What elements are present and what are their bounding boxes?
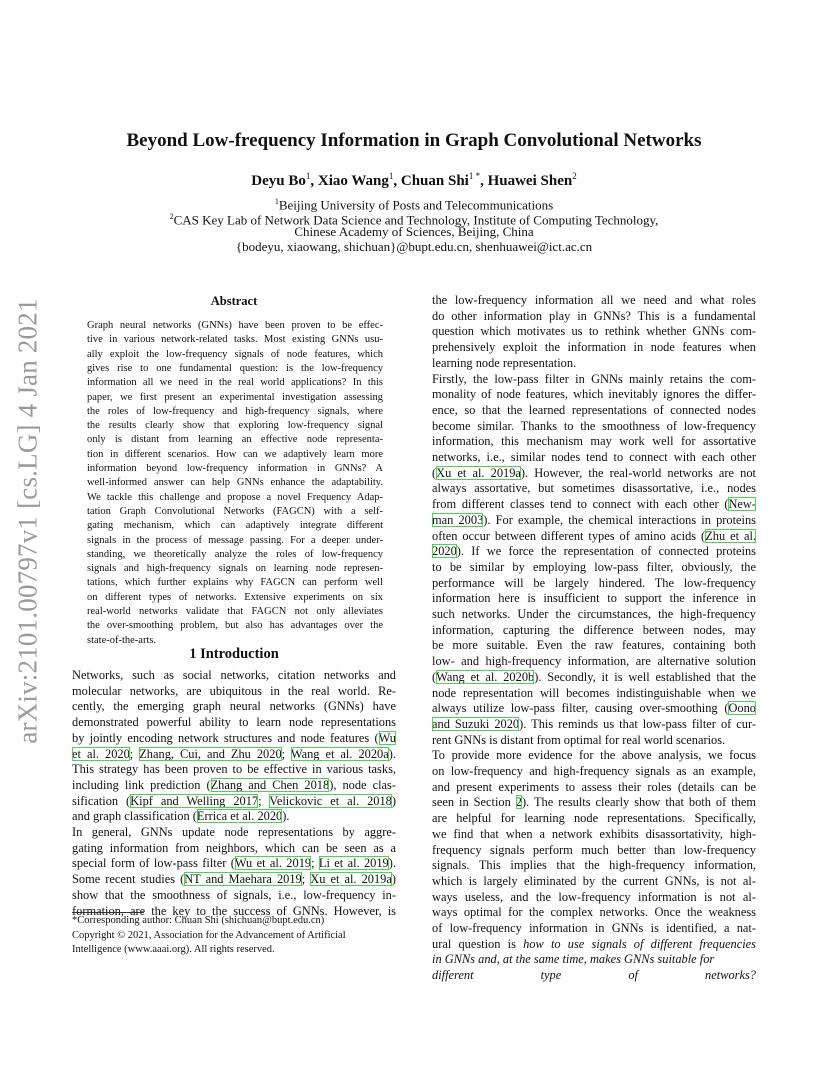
author-name: Xiao Wang bbox=[317, 173, 389, 189]
text-run: on low-frequency and high-frequency signals as an example, bbox=[432, 764, 756, 778]
text-run: performance will be largely hindered. The low-frequency bbox=[432, 575, 756, 590]
text-line bbox=[432, 387, 756, 403]
text-run: ) bbox=[391, 872, 396, 887]
text-line bbox=[432, 952, 756, 968]
abstract-line: paper, we first present an experimental investigation assessing bbox=[87, 391, 383, 403]
text-run: prehensively exploit the information in node features when bbox=[432, 340, 756, 355]
text-line bbox=[432, 811, 756, 827]
text-line bbox=[72, 668, 396, 684]
text-run: formation, are the key to the success of GNNs. However, is bbox=[72, 903, 396, 918]
citation-link[interactable]: Xu et al. 2019a bbox=[310, 872, 392, 887]
text-line bbox=[432, 529, 756, 545]
author-name: Deyu Bo bbox=[251, 173, 306, 189]
abstract-line: well-informed answer can help GNNs enhance the adaptability. bbox=[87, 477, 383, 489]
abstract-line: gating mechanism, which can adaptively integrate different bbox=[87, 520, 383, 532]
text-line bbox=[432, 356, 756, 372]
text-run: seen in Section bbox=[432, 795, 516, 810]
text-line bbox=[432, 905, 756, 921]
text-line bbox=[432, 795, 756, 811]
text-line bbox=[432, 576, 756, 592]
abstract-line: tation Graph Convolutional Networks (FAGCN) with a self- bbox=[87, 505, 383, 517]
affiliation-text: Beijing University of Posts and Telecommunications bbox=[278, 197, 554, 213]
text-run: always assortative, but sometimes disassortative, i.e., nodes bbox=[432, 481, 756, 496]
text-run: ; bbox=[281, 746, 291, 761]
text-line bbox=[432, 717, 756, 733]
italic-text: in GNNs and, at the same time, makes GNNs suitable for bbox=[432, 952, 715, 967]
abstract-line: the results clearly show that exploring low-frequency signal bbox=[87, 420, 383, 432]
paper-title: Beyond Low-frequency Information in Graph Convolutional Networks bbox=[126, 130, 702, 151]
text-line bbox=[72, 841, 396, 857]
text-run: networks, i.e., similar nodes tend to connect with each other bbox=[432, 450, 756, 464]
text-run: ; bbox=[129, 746, 140, 761]
footnote-line: Copyright © 2021, Association for the Advancement of Artificial bbox=[72, 929, 346, 941]
text-line bbox=[432, 968, 756, 984]
text-run: information, capturing the difference between nodes, may bbox=[432, 622, 756, 637]
abstract-line: ally exploit the low-frequency signals of node features, which bbox=[87, 348, 383, 360]
text-line bbox=[432, 937, 756, 953]
citation-link[interactable]: et al. 2020 bbox=[72, 746, 130, 761]
abstract-line: information beyond low-frequency information in GNNs? A bbox=[87, 463, 383, 474]
citation-link[interactable]: NT and Maehara 2019 bbox=[184, 872, 302, 887]
affiliation-text: CAS Key Lab of Network Data Science and Technology, Institute of Computing Technology, bbox=[173, 212, 659, 228]
text-run: In general, GNNs update node representations by aggre- bbox=[72, 825, 396, 839]
abstract-line: tive in various network-related tasks. Most existing GNNs usu- bbox=[87, 334, 383, 346]
author-affiliation-mark: 1 bbox=[388, 171, 394, 181]
text-line bbox=[432, 434, 756, 450]
text-line bbox=[432, 591, 756, 607]
text-run: node representation will becomes indistinguishable when we bbox=[432, 685, 756, 700]
text-run: ) bbox=[391, 793, 397, 808]
author-name: Huawei Shen bbox=[487, 173, 573, 189]
abstract-line: information all we need in the real world applications? In this bbox=[87, 377, 383, 389]
text-run: by jointly encoding network structures and node features ( bbox=[72, 730, 379, 745]
text-run: This strategy has been proven to be effective in various tasks, bbox=[72, 762, 396, 777]
citation-link[interactable]: 2 bbox=[515, 795, 522, 810]
text-line bbox=[432, 309, 756, 325]
text-run: frequency signals perform much better than low-frequency bbox=[432, 842, 756, 857]
text-run: often occur between different types of amino acids ( bbox=[432, 528, 706, 543]
text-line bbox=[432, 607, 756, 623]
abstract-heading: Abstract bbox=[210, 294, 258, 308]
text-line bbox=[432, 921, 756, 937]
abstract-line: real-world networks validate that FAGCN not only alleviates bbox=[87, 606, 383, 617]
text-run: the low-frequency information all we need and what roles bbox=[432, 293, 756, 307]
italic-text: how to use signals of different frequencies bbox=[523, 936, 757, 951]
text-run: ). Secondly, it is well established that the bbox=[534, 669, 756, 684]
text-line bbox=[72, 684, 396, 700]
citation-link[interactable]: Oono bbox=[728, 701, 756, 716]
text-line bbox=[432, 481, 756, 497]
text-line bbox=[432, 843, 756, 859]
introduction-heading: 1 Introduction bbox=[189, 646, 279, 662]
abstract-line: gives rise to one fundamental question: is the low-frequency bbox=[87, 362, 383, 374]
text-line bbox=[432, 654, 756, 670]
text-run: ; bbox=[258, 793, 270, 808]
text-line bbox=[432, 340, 756, 356]
author-affiliation-mark: 1 bbox=[305, 171, 311, 181]
text-line bbox=[432, 701, 756, 717]
text-run: of low-frequency information in GNNs is identified, a nat- bbox=[432, 921, 756, 935]
text-run: learning node representation. bbox=[432, 355, 577, 370]
footnote-line: Intelligence (www.aaai.org). All rights reserved. bbox=[72, 944, 275, 955]
text-run: ). However, the real-world networks are not bbox=[520, 465, 757, 480]
text-line bbox=[432, 497, 756, 513]
text-line bbox=[432, 623, 756, 639]
text-run: ). bbox=[282, 809, 290, 824]
text-line bbox=[72, 809, 396, 825]
text-run: ). The results clearly show that both of them bbox=[521, 795, 756, 810]
citation-link[interactable]: and Suzuki 2020 bbox=[432, 716, 520, 731]
text-run: and graph classification ( bbox=[72, 809, 197, 824]
text-run: ; bbox=[301, 872, 311, 887]
author-name: Chuan Shi bbox=[400, 173, 469, 189]
text-line bbox=[72, 731, 396, 747]
text-run: from different classes tend to connect with each other ( bbox=[432, 497, 729, 512]
text-run: molecular networks, are ubiquitous in the real world. Re- bbox=[72, 683, 396, 698]
citation-link[interactable]: Errica et al. 2020 bbox=[196, 809, 283, 824]
text-line bbox=[432, 466, 756, 482]
text-run: rent GNNs is distant from optimal for real world scenarios. bbox=[432, 732, 726, 747]
text-line bbox=[432, 874, 756, 890]
text-run: ), node clas- bbox=[329, 777, 396, 792]
author-list: Deyu Bo$^1$, Xiao Wang$^1$, Chuan Shi$^{1 *}$, Huawei Shen$^2$ bbox=[251, 171, 577, 189]
affiliation-line bbox=[0, 224, 828, 239]
text-run: ). bbox=[388, 856, 396, 871]
abstract-line: only is distant from learning an effective node representa- bbox=[87, 434, 383, 446]
text-run: sification ( bbox=[72, 793, 131, 808]
citation-link[interactable]: Velickovic et al. 2018 bbox=[269, 793, 392, 808]
citation-link[interactable]: man 2003 bbox=[432, 512, 484, 527]
text-run: ). This reminds us that low-pass filter of cur- bbox=[519, 716, 756, 731]
text-run: be more suitable. Even the raw features, containing both bbox=[432, 638, 756, 653]
abstract-line: Graph neural networks (GNNs) have been proven to be effec- bbox=[87, 320, 383, 331]
text-line bbox=[432, 450, 756, 466]
italic-text: different type of networks? bbox=[432, 968, 756, 983]
text-line bbox=[432, 748, 756, 764]
citation-link[interactable]: Wang et al. 2020b bbox=[436, 669, 535, 684]
text-line bbox=[432, 293, 756, 309]
abstract-line: We tackle this challenge and propose a novel Frequency Adap- bbox=[87, 491, 383, 503]
citation-link[interactable]: Xu et al. 2019a bbox=[436, 465, 521, 480]
text-run: monality of node features, which inevitably ignores the differ- bbox=[432, 387, 756, 402]
text-line bbox=[432, 419, 756, 435]
text-line bbox=[432, 733, 756, 749]
text-line bbox=[432, 890, 756, 906]
citation-link[interactable]: Wang et al. 2020a bbox=[290, 746, 389, 761]
affiliation-mark: 1 bbox=[274, 197, 279, 206]
text-run: ( bbox=[432, 669, 437, 684]
arxiv-identifier-text: arXiv:2101.00797v1 [cs.LG] 4 Jan 2021 bbox=[12, 298, 43, 744]
citation-link[interactable]: Kipf and Welling 2017 bbox=[130, 793, 259, 808]
citation-link[interactable]: 2020 bbox=[432, 544, 457, 559]
text-run: become similar. Thanks to the smoothness of low-frequency bbox=[432, 418, 756, 433]
abstract-line: standing, we theoretically analyze the roles of low-frequency bbox=[87, 548, 383, 560]
text-line bbox=[72, 888, 396, 904]
text-run: To provide more evidence for the above analysis, we focus bbox=[432, 748, 756, 763]
abstract-line: signals and high-frequency signals on learning node represen- bbox=[87, 563, 383, 575]
text-run: low- and high-frequency information, are alternative solution bbox=[432, 654, 756, 669]
text-line bbox=[432, 686, 756, 702]
affiliation-text: {bodeyu, xiaowang, shichuan}@bupt.edu.cn, shenhuawei@ict.ac.cn bbox=[235, 239, 593, 254]
text-run: ways useless, and the low-frequency information is not al- bbox=[432, 889, 756, 904]
text-run: ways optimal for the complex networks. Once the weakness bbox=[432, 905, 756, 920]
citation-link[interactable]: Zhang and Chen 2018 bbox=[210, 777, 330, 792]
footnote-line: *Corresponding author: Chuan Shi (shichuan@bupt.edu.cn) bbox=[72, 915, 325, 926]
text-run: such networks. Under the circumstances, the high-frequency bbox=[432, 607, 756, 621]
text-line bbox=[72, 699, 396, 715]
text-run: information, this mechanism may work well for assortative bbox=[432, 434, 756, 449]
text-run: to be similar by employing low-pass filter, obviously, the bbox=[432, 559, 756, 574]
text-run: ). For example, the chemical interactions in proteins bbox=[483, 512, 756, 527]
abstract-line: on different types of networks. Extensive experiments on six bbox=[87, 591, 383, 603]
text-run: ). If we force the representation of connected proteins bbox=[456, 544, 756, 559]
affiliation-text: Chinese Academy of Sciences, Beijing, China bbox=[294, 224, 534, 239]
text-run: do other information play in GNNs? This is a fundamental bbox=[432, 308, 756, 323]
abstract-line: signals in the process of message passing. For a deeper under- bbox=[87, 534, 383, 546]
text-run: Networks, such as social networks, citation networks and bbox=[72, 668, 396, 682]
text-line bbox=[72, 872, 396, 888]
text-run: show that the smoothness of signals, i.e., low-frequency in- bbox=[72, 887, 396, 902]
text-run: ). bbox=[388, 746, 396, 761]
text-run: Firstly, the low-pass filter in GNNs mainly retains the com- bbox=[432, 371, 756, 386]
text-run: and present experiments to assess their roles (details can be bbox=[432, 779, 756, 794]
footnote-divider bbox=[72, 912, 144, 913]
citation-link[interactable]: Zhang, Cui, and Zhu 2020 bbox=[139, 746, 282, 761]
arxiv-identifier-stamp bbox=[4, 296, 52, 746]
text-line bbox=[432, 858, 756, 874]
text-line bbox=[72, 825, 396, 841]
text-run: ; bbox=[311, 856, 319, 871]
text-run: which is largely eliminated by the current GNNs, is not al- bbox=[432, 873, 756, 888]
text-run: special form of low-pass filter ( bbox=[72, 856, 235, 871]
text-line bbox=[432, 513, 756, 529]
text-run: question which motivates us to rethink whether GNNs com- bbox=[432, 324, 756, 339]
text-line bbox=[432, 780, 756, 796]
text-run: we find that when a network exhibits disassortativity, high- bbox=[432, 826, 756, 841]
text-run: information here is insufficient to support the inference in bbox=[432, 591, 756, 606]
text-line bbox=[72, 762, 396, 778]
author-affiliation-mark: 1 * bbox=[468, 171, 481, 181]
text-run: ural question is bbox=[432, 936, 524, 951]
text-run: ence, so that the learned representations of connected nodes bbox=[432, 402, 756, 417]
text-run: including link prediction ( bbox=[72, 777, 211, 792]
text-run: cently, the emerging graph neural networks (GNNs) have bbox=[72, 699, 396, 714]
text-line bbox=[72, 747, 396, 763]
citation-link[interactable]: Li et al. 2019 bbox=[318, 856, 389, 871]
abstract-line: the roles of low-frequency and high-frequency signals, where bbox=[87, 405, 383, 417]
affiliation-mark: 2 bbox=[169, 212, 174, 221]
abstract-line: tion in different scenarios. How can we adaptively learn more bbox=[87, 448, 383, 460]
citation-link[interactable]: New- bbox=[728, 497, 756, 512]
text-line bbox=[432, 764, 756, 780]
citation-link[interactable]: Wu bbox=[378, 730, 396, 745]
text-line bbox=[72, 715, 396, 731]
text-run: always utilize low-pass filter, causing over-smoothing ( bbox=[432, 701, 729, 716]
text-line bbox=[432, 544, 756, 560]
citation-link[interactable]: Zhu et al. bbox=[705, 528, 756, 543]
text-line bbox=[432, 372, 756, 388]
text-line bbox=[432, 638, 756, 654]
text-run: gating information from neighbors, which can be seen as a bbox=[72, 840, 396, 855]
abstract-line: the over-smoothing problem, but also has advantages over the bbox=[87, 620, 383, 632]
abstract-line: tations, which further explains why FAGCN can perform well bbox=[87, 577, 383, 589]
text-run: are helpful for learning node representations. Specifically, bbox=[432, 811, 756, 826]
text-line bbox=[432, 560, 756, 576]
author-affiliation-mark: 2 bbox=[572, 171, 577, 181]
abstract-line: state-of-the-arts. bbox=[87, 634, 157, 646]
text-line bbox=[432, 670, 756, 686]
citation-link[interactable]: Wu et al. 2019 bbox=[234, 856, 312, 871]
text-line bbox=[432, 403, 756, 419]
text-line bbox=[72, 778, 396, 794]
text-line bbox=[432, 324, 756, 340]
text-line bbox=[72, 794, 396, 810]
text-line bbox=[72, 856, 396, 872]
text-run: ( bbox=[432, 465, 437, 480]
text-run: demonstrated powerful ability to learn node representations bbox=[72, 715, 396, 730]
text-line bbox=[432, 827, 756, 843]
affiliation-line bbox=[0, 239, 828, 254]
text-run: Some recent studies ( bbox=[72, 872, 185, 887]
text-run: signals. This implies that the high-frequency information, bbox=[432, 858, 756, 873]
